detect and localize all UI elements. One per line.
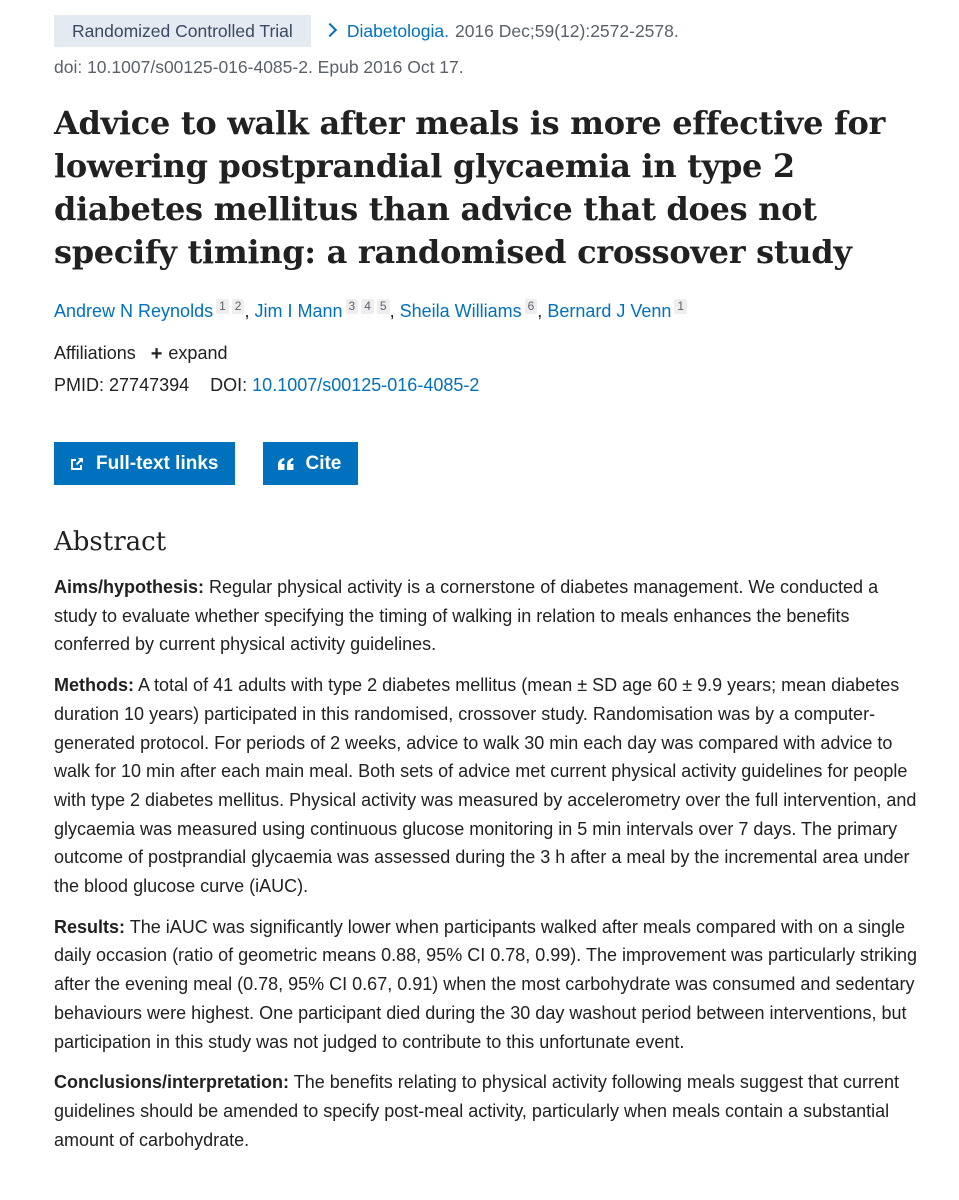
doi-link[interactable]: 10.1007/s00125-016-4085-2 bbox=[252, 375, 480, 395]
section-label: Aims/hypothesis: bbox=[54, 577, 205, 597]
cite-label: Cite bbox=[305, 452, 342, 474]
full-text-links-button[interactable] bbox=[54, 442, 235, 485]
affiliation-ref[interactable]: 1 bbox=[674, 299, 687, 314]
identifiers-row bbox=[54, 370, 924, 400]
section-text: The benefits relating to physical activity following meals suggest that current guidelines should be amended to specify post-meal activity, particularly when meals contain a substantial amount of carbohydrate. bbox=[54, 1072, 900, 1150]
author-link[interactable]: Jim I Mann bbox=[254, 301, 343, 321]
affiliations-expand-button[interactable] bbox=[151, 343, 228, 363]
author-list bbox=[54, 296, 924, 326]
section-text: Regular physical activity is a cornerstone of diabetes management. We conducted a study to evaluate whether specifying the timing of walking in relation to meals enhances the benefits conferred by current physical activity guidelines. bbox=[54, 577, 879, 655]
cite-button[interactable] bbox=[263, 442, 358, 485]
doi-label: DOI: bbox=[210, 375, 248, 395]
abstract-section-methods bbox=[54, 671, 924, 901]
publication-type-badge: Randomized Controlled Trial bbox=[54, 15, 311, 47]
article-title: Advice to walk after meals is more effective for lowering postprandial glycaemia in type 2 diabetes mellitus than advice that does not specify timing: a randomised crossover study bbox=[54, 104, 886, 271]
affiliation-ref[interactable]: 5 bbox=[377, 299, 390, 314]
abstract-heading: Abstract bbox=[54, 527, 167, 557]
author-link[interactable]: Sheila Williams bbox=[399, 301, 522, 321]
external-link-icon bbox=[68, 455, 86, 473]
chevron-right-icon bbox=[323, 23, 337, 37]
journal-link[interactable]: Diabetologia. bbox=[346, 21, 449, 41]
quote-icon bbox=[277, 457, 295, 471]
affiliation-ref[interactable]: 4 bbox=[361, 299, 374, 314]
plus-icon: + bbox=[150, 343, 163, 365]
doi-epub-line: doi: 10.1007/s00125-016-4085-2. Epub 2016 Oct 17. bbox=[54, 57, 464, 77]
abstract-section-results bbox=[54, 913, 924, 1057]
author-separator: , bbox=[389, 301, 400, 321]
section-text: The iAUC was significantly lower when participants walked after meals compared with on a single daily occasion (ratio of geometric means 0.88, 95% CI 0.78, 0.99). The improvement was particularly striking after the evening meal (0.78, 95% CI 0.67, 0.91) when the most carbohydrate was consumed and sedentary behaviours were highest. One participant died during the 30 day washout period between interventions, but participation in this study was not judged to contribute to this unfortunate event. bbox=[54, 916, 918, 1052]
article-page bbox=[54, 14, 924, 1154]
pmid-value: 27747394 bbox=[109, 375, 190, 395]
affiliations-toggle-row bbox=[54, 338, 924, 368]
section-text: A total of 41 adults with type 2 diabetes mellitus (mean ± SD age 60 ± 9.9 years; mean diabetes duration 10 years) participated in this randomised, crossover study. Randomisation was by a computer-generated protocol. For periods of 2 weeks, advice to walk 30 min each day was compared with advice to walk for 10 min after each main meal. Both sets of advice met current physical activity guidelines for people with type 2 diabetes mellitus. Physical activity was measured by accelerometry over the full intervention, and glycaemia was measured using continuous glucose monitoring in 5 min intervals over 7 days. The primary outcome of postprandial glycaemia was assessed during the 3 h after a meal by the incremental area under the blood glucose curve (iAUC). bbox=[54, 675, 917, 897]
affiliation-ref[interactable]: 1 bbox=[216, 299, 229, 314]
affiliation-ref[interactable]: 6 bbox=[525, 299, 538, 314]
expand-label: expand bbox=[168, 343, 228, 363]
author-link[interactable]: Andrew N Reynolds bbox=[54, 301, 214, 321]
abstract-section-conclusions bbox=[54, 1068, 924, 1154]
pmid-label: PMID: bbox=[54, 375, 105, 395]
section-label: Conclusions/interpretation: bbox=[54, 1072, 290, 1093]
affiliation-ref[interactable]: 2 bbox=[232, 299, 245, 314]
full-text-links-label: Full-text links bbox=[96, 452, 219, 474]
author-link[interactable]: Bernard J Venn bbox=[547, 301, 672, 321]
affiliation-ref[interactable]: 3 bbox=[346, 299, 359, 314]
author-separator: , bbox=[244, 301, 255, 321]
affiliations-label: Affiliations bbox=[54, 343, 136, 363]
section-label: Methods: bbox=[54, 675, 134, 696]
action-buttons bbox=[54, 442, 924, 485]
section-label: Results: bbox=[54, 916, 126, 937]
author-separator: , bbox=[537, 301, 548, 321]
abstract-section-aims bbox=[54, 573, 924, 659]
citation-line bbox=[54, 14, 924, 48]
citation-details: 2016 Dec;59(12):2572-2578. bbox=[454, 21, 679, 41]
